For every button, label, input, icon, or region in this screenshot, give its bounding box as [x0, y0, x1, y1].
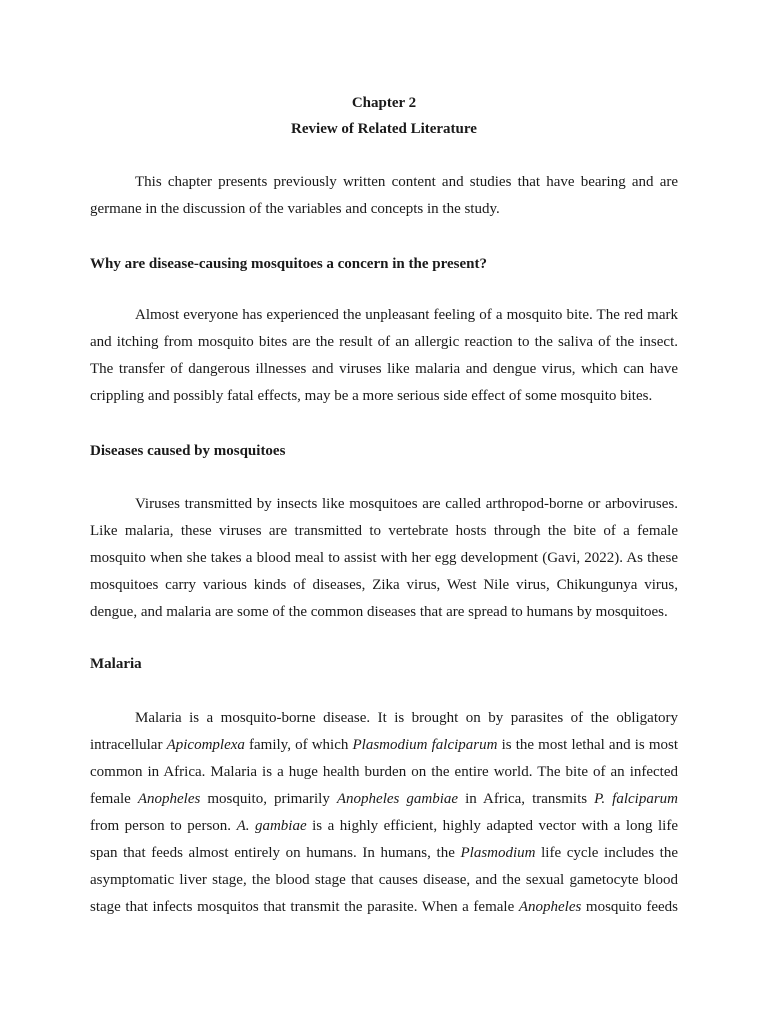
text-run: intracellular — [90, 737, 167, 753]
paragraph-line: and itching from mosquito bites are the result of an allergic reaction to the saliva of the insect. — [90, 334, 678, 350]
section-heading-malaria: Malaria — [90, 656, 142, 672]
paragraph-line — [90, 840, 678, 867]
section-heading-diseases: Diseases caused by mosquitoes — [90, 443, 286, 459]
text-run: stage that infects mosquitos that transmit the parasite. When a female — [90, 899, 519, 915]
taxon-name: P. falciparum — [594, 791, 678, 807]
taxon-name: Apicomplexa — [166, 737, 245, 753]
paragraph-line — [90, 786, 678, 813]
section-paragraph-diseases — [90, 491, 678, 626]
text-run: mosquito feeds — [581, 899, 678, 915]
text-run: in Africa, transmits — [458, 791, 595, 807]
taxon-name: A. gambiae — [236, 818, 307, 834]
intro-paragraph — [90, 169, 678, 223]
section-paragraph-malaria — [90, 705, 678, 921]
text-run: span that feeds almost entirely on humans. In humans, the — [90, 845, 461, 861]
paragraph-line: mosquitoes carry various kinds of diseases, Zika virus, West Nile virus, Chikungunya virus, — [90, 577, 678, 593]
text-run: female — [90, 791, 138, 807]
text-run: family, of which — [244, 737, 353, 753]
paragraph-line — [90, 894, 678, 921]
paragraph-line: dengue, and malaria are some of the common diseases that are spread to humans by mosquitoes. — [90, 604, 668, 620]
paragraph-line: asymptomatic liver stage, the blood stage that causes disease, and the sexual gametocyte blood — [90, 872, 678, 888]
taxon-name: Plasmodium — [460, 845, 536, 861]
paragraph-line: Malaria is a mosquito-borne disease. It is brought on by parasites of the obligatory — [135, 710, 678, 726]
paragraph-line — [90, 813, 678, 840]
section-heading-mosquito-concern: Why are disease-causing mosquitoes a concern in the present? — [90, 256, 487, 272]
text-run: is the most lethal and is most — [497, 737, 678, 753]
paragraph-line: Like malaria, these viruses are transmitted to vertebrate hosts through the bite of a female — [90, 523, 678, 539]
chapter-number: Chapter 2 — [351, 95, 417, 111]
taxon-name: Anopheles gambiae — [336, 791, 459, 807]
paragraph-line: Viruses transmitted by insects like mosquitoes are called arthropod-borne or arboviruses. — [135, 496, 678, 512]
paragraph-line: common in Africa. Malaria is a huge health burden on the entire world. The bite of an infected — [90, 764, 678, 780]
taxon-name: Anopheles — [137, 791, 201, 807]
paragraph-line: mosquito when she takes a blood meal to assist with her egg development (Gavi, 2022). As these — [90, 550, 678, 566]
text-run: life cycle includes the — [535, 845, 678, 861]
paragraph-line — [90, 732, 678, 759]
taxon-name: Anopheles — [518, 899, 582, 915]
paragraph-line: The transfer of dangerous illnesses and viruses like malaria and dengue virus, which can have — [90, 361, 678, 377]
text-run: from person to person. — [90, 818, 237, 834]
section-paragraph-mosquito-concern — [90, 302, 678, 410]
intro-line: germane in the discussion of the variables and concepts in the study. — [90, 201, 500, 217]
chapter-title: Review of Related Literature — [291, 121, 477, 137]
intro-line: This chapter presents previously written content and studies that have bearing and are — [135, 174, 678, 190]
text-run: mosquito, primarily — [200, 791, 337, 807]
text-run: is a highly efficient, highly adapted vector with a long life — [306, 818, 678, 834]
paragraph-line: crippling and possibly fatal effects, may be a more serious side effect of some mosquito bites. — [90, 388, 653, 404]
taxon-name: Plasmodium falciparum — [352, 737, 498, 753]
paragraph-line: Almost everyone has experienced the unpleasant feeling of a mosquito bite. The red mark — [135, 307, 678, 323]
